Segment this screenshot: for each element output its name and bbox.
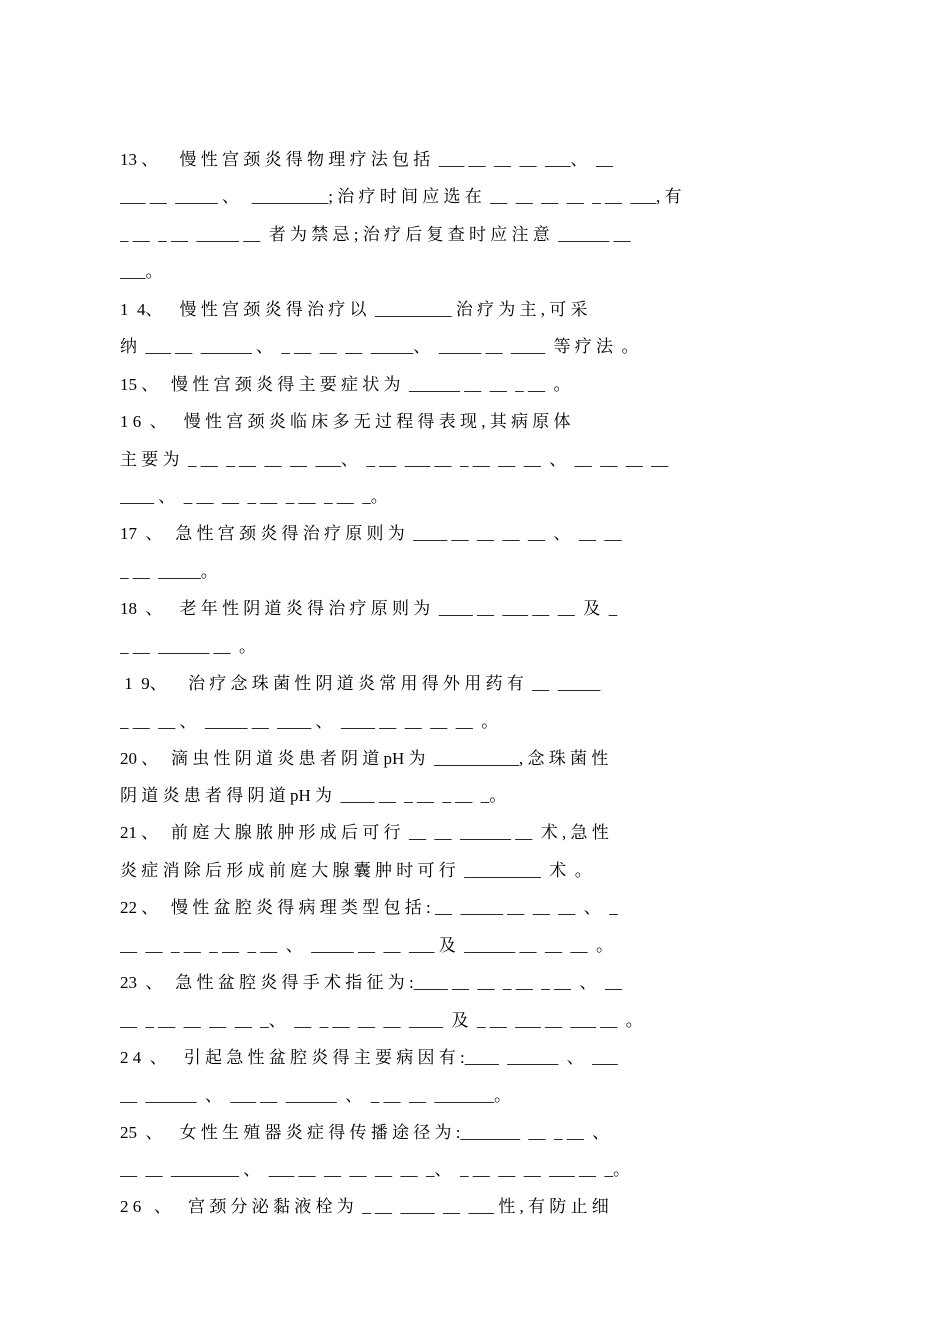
text-line: 23 、 急 性 盆 腔 炎 得 手 术 指 征 为 :____ __ __ _ __ _ __ 、 __ <box>120 973 622 992</box>
text-line: 2 6 、 宫 颈 分 泌 黏 液 栓 为 _ __ ____ __ ___ 性 , 有 防 止 细 <box>120 1197 609 1216</box>
text-line: ___。 <box>120 262 163 281</box>
text-line: __ _ __ __ __ __ _、 __ _ __ __ __ ____ 及 _ __ ___ __ ___ __ 。 <box>120 1011 643 1030</box>
text-line: 主 要 为 _ __ _ __ __ __ ___、 _ __ ___ __ _ __ __ __ 、 __ __ __ __ <box>120 450 669 469</box>
text-line: 阴 道 炎 患 者 得 阴 道 pH 为 ____ __ _ __ _ __ _。 <box>120 786 507 805</box>
text-line: 1 6 、 慢 性 宫 颈 炎 临 床 多 无 过 程 得 表 现 , 其 病 原 体 <box>120 412 571 431</box>
text-line: ___ __ _____ 、 _________; 治 疗 时 间 应 选 在 __ __ __ __ _ __ ___, 有 <box>120 187 682 206</box>
text-line: _ __ _ __ _____ __ 者 为 禁 忌 ; 治 疗 后 复 查 时 应 注 意 ______ __ <box>120 225 631 244</box>
text-line: _ __ ______ __ 。 <box>120 637 256 656</box>
text-line: 18 、 老 年 性 阴 道 炎 得 治 疗 原 则 为 ____ __ ___ __ __ 及 _ <box>120 599 618 618</box>
text-line: 25 、 女 性 生 殖 器 炎 症 得 传 播 途 径 为 :_______ __ _ __ 、 <box>120 1123 610 1142</box>
text-line: 2 4 、 引 起 急 性 盆 腔 炎 得 主 要 病 因 有 :____ ______ 、 ___ <box>120 1048 618 1067</box>
text-line: 17 、 急 性 宫 颈 炎 得 治 疗 原 则 为 ____ __ __ __ __ 、 __ __ <box>120 524 622 543</box>
text-line: 13 、 慢 性 宫 颈 炎 得 物 理 疗 法 包 括 ___ __ __ __ ___、 __ <box>120 150 613 169</box>
text-line: 20 、 滴 虫 性 阴 道 炎 患 者 阴 道 pH 为 __________, 念 珠 菌 性 <box>120 749 609 768</box>
text-line: __ __ ________ 、 ___ __ __ __ __ __ _、 _ __ __ __ ___ __ _。 <box>120 1160 630 1179</box>
text-line: 1 4、 慢 性 宫 颈 炎 得 治 疗 以 _________ 治 疗 为 主 , 可 采 <box>120 300 588 319</box>
text-line: 1 9、 治 疗 念 珠 菌 性 阴 道 炎 常 用 得 外 用 药 有 __ _____ <box>120 674 601 693</box>
text-line: _ __ __ 、 _____ __ ____ 、 ____ __ __ __ __ 。 <box>120 712 499 731</box>
text-line: __ __ _ __ _ __ _ __ 、 _____ __ __ ___ 及 ______ __ __ __ 。 <box>120 936 613 955</box>
text-line: __ ______ 、 ___ __ ______ 、 _ __ __ _______。 <box>120 1086 511 1105</box>
text-line: 15 、 慢 性 宫 颈 炎 得 主 要 症 状 为 ______ __ __ _ __ 。 <box>120 375 571 394</box>
text-line: ____ 、 _ __ __ _ __ _ __ _ __ _。 <box>120 487 388 506</box>
text-line: 22 、 慢 性 盆 腔 炎 得 病 理 类 型 包 括 : __ _____ __ __ __ 、 _ <box>120 898 618 917</box>
text-line: 纳 ___ __ ______ 、 _ __ __ __ _____、 _____ __ ____ 等 疗 法 。 <box>120 337 639 356</box>
text-line: _ __ _____。 <box>120 562 218 581</box>
text-line: 21 、 前 庭 大 腺 脓 肿 形 成 后 可 行 __ __ ______ __ 术 , 急 性 <box>120 823 609 842</box>
text-line: 炎 症 消 除 后 形 成 前 庭 大 腺 囊 肿 时 可 行 _________ 术 。 <box>120 861 592 880</box>
